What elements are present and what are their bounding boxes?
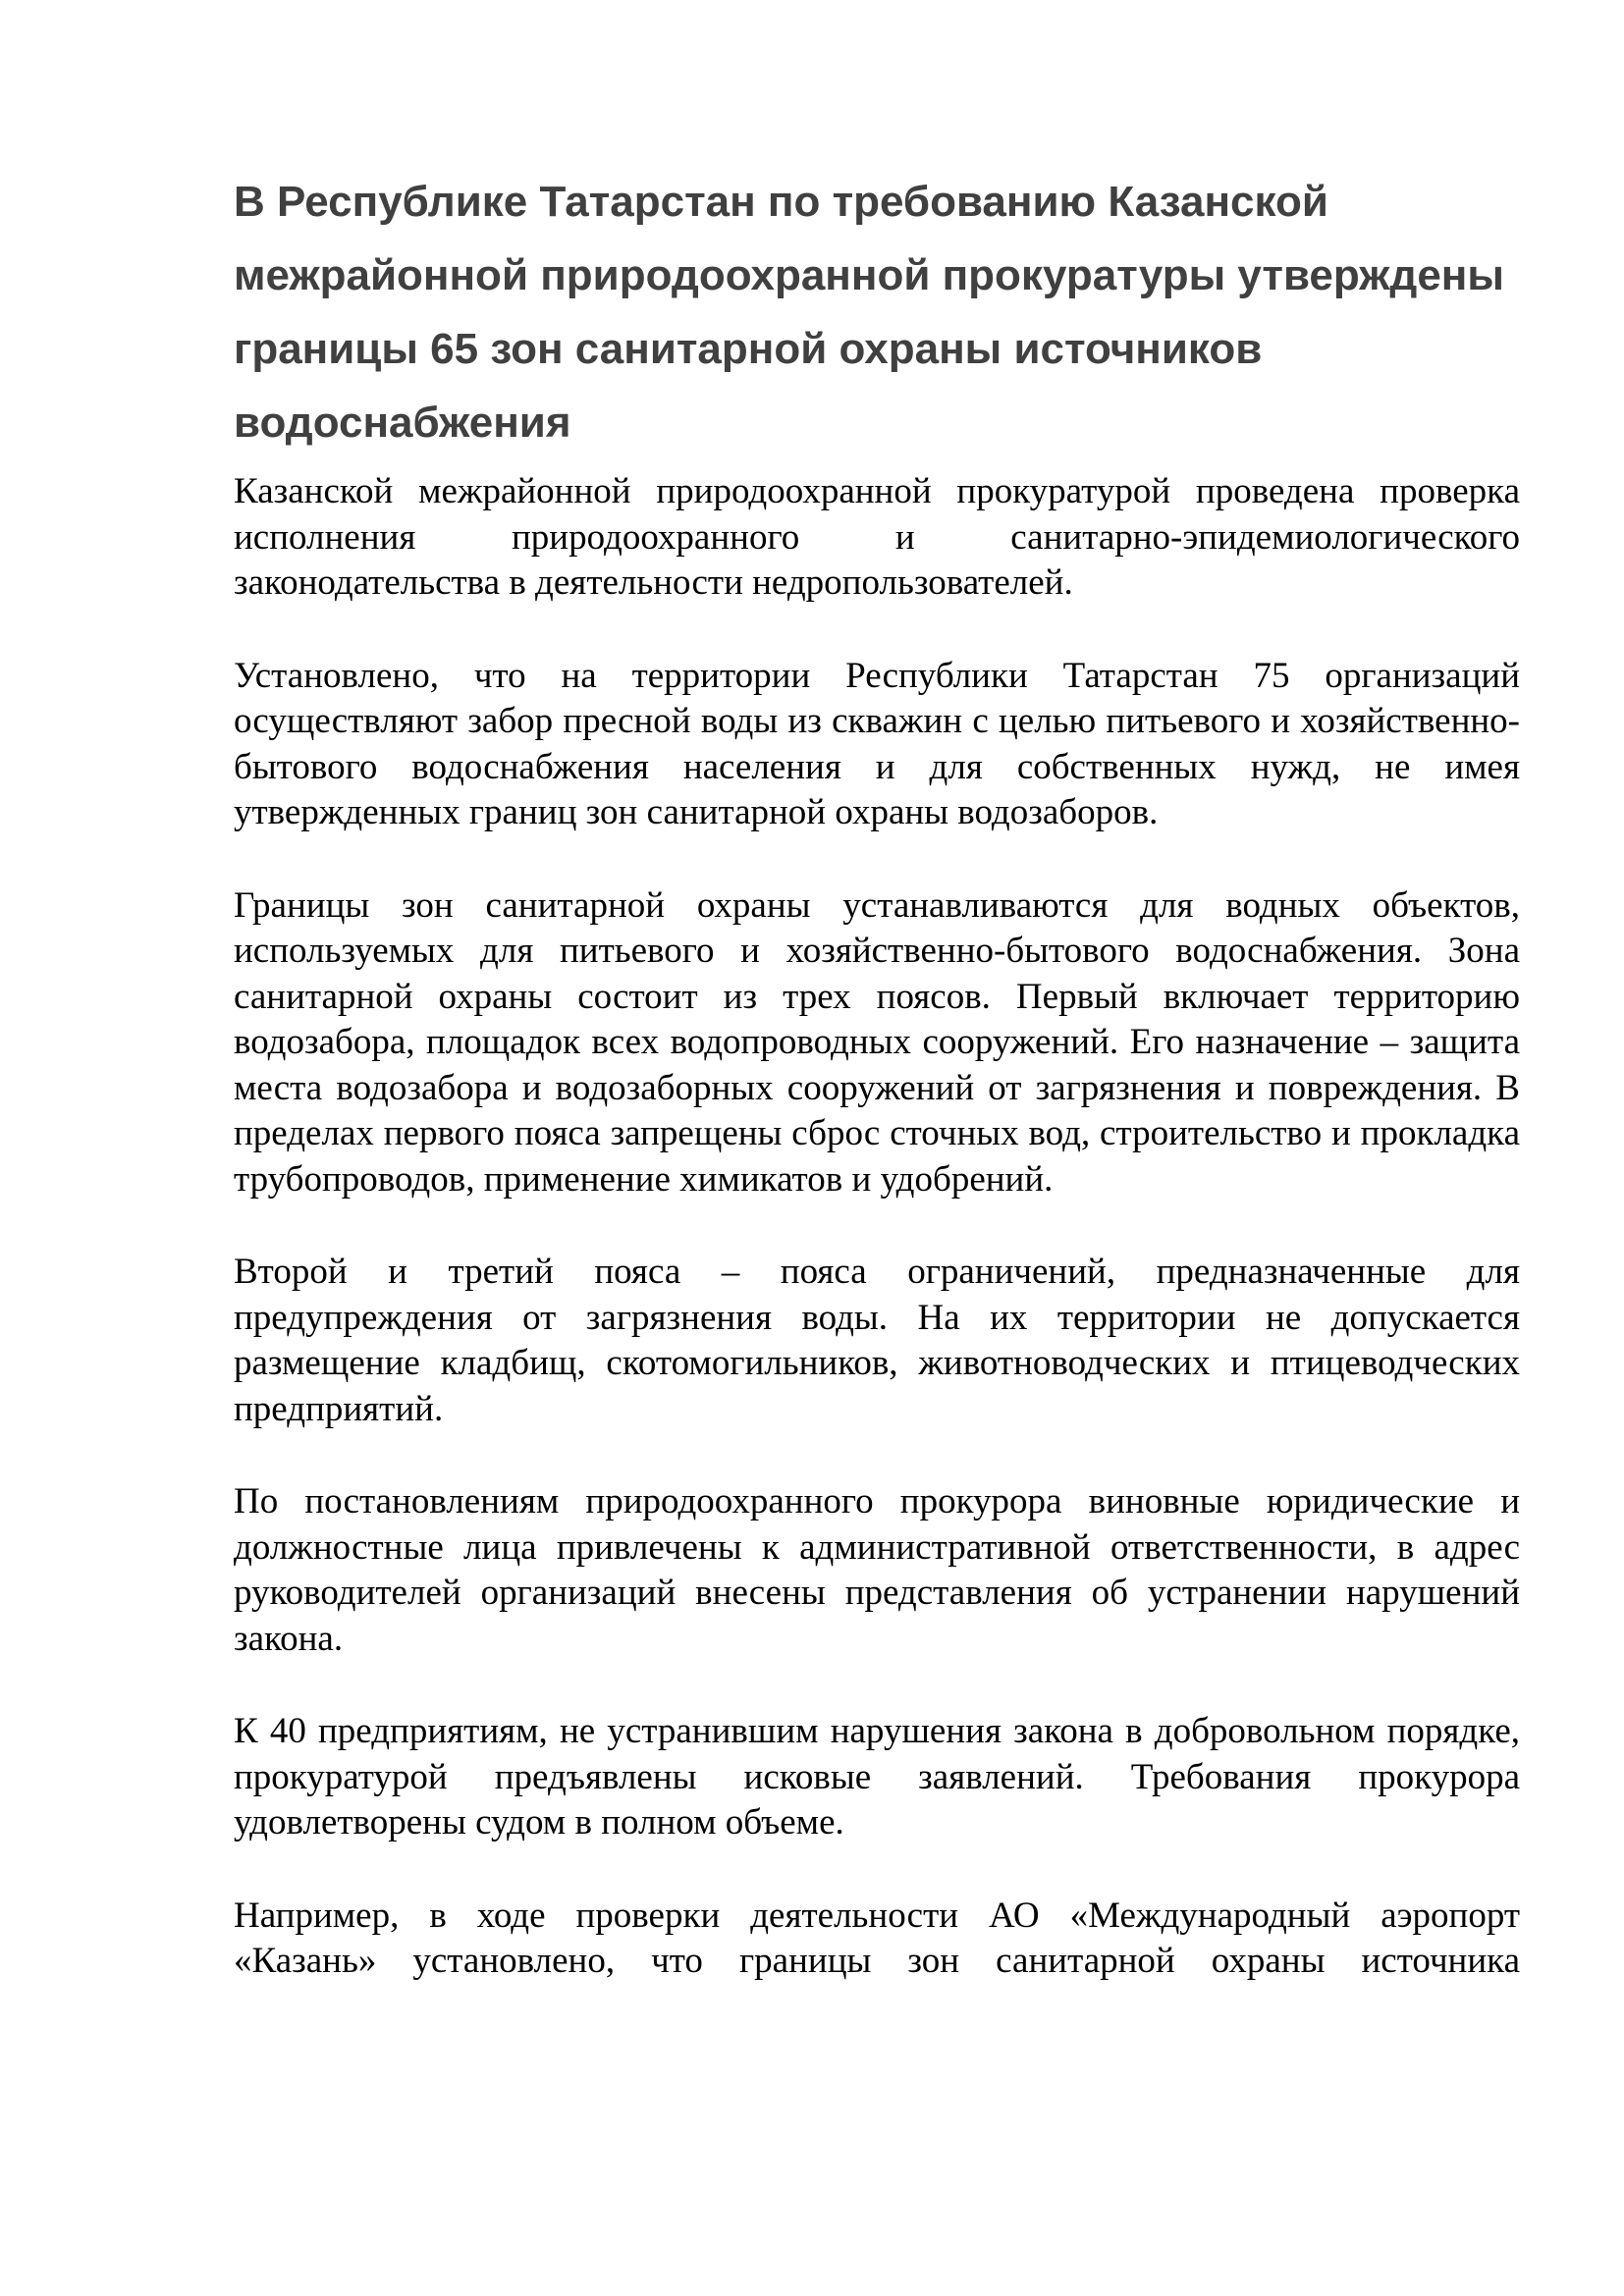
paragraph-liability: По постановлениям природоохранного прокурора виновные юридические и должностные лица привлечены к административной ответственности, в адрес руководителей организаций внесены представления об устранении нарушений закона.: [234, 1481, 1520, 1659]
paragraph-inspection: Казанской межрайонной природоохранной прокуратурой проведена проверка исполнения природоохранного и санитарно-эпидемиологического законодательства в деятельности недропользователей.: [234, 471, 1520, 603]
paragraph-second-third-belts: Второй и третий пояса – пояса ограничений, предназначенные для предупреждения от загрязнения воды. На их территории не допускается размещение кладбищ, скотомогильников, животноводческих и птицеводческих предприятий.: [234, 1252, 1520, 1429]
document-page: [234, 165, 1520, 1985]
document-title: В Республике Татарстан по требованию Казанской межрайонной природоохранной прокуратуры утверждены границы 65 зон санитарной охраны источников водоснабжения: [234, 178, 1504, 447]
paragraph-zone-description: Границы зон санитарной охраны устанавливаются для водных объектов, используемых для питьевого и хозяйственно-бытового водоснабжения. Зона санитарной охраны состоит из трех поясов. Первый включает территорию водозабора, площадок всех водопроводных сооружений. Его назначение – защита места водозабора и водозаборных сооружений от загрязнения и повреждения. В пределах первого пояса запрещены сброс сточных вод, строительство и прокладка трубопроводов, применение химикатов и удобрений.: [234, 884, 1520, 1200]
paragraph-lawsuits: К 40 предприятиям, не устранившим нарушения закона в добровольном порядке, прокуратурой предъявлены исковые заявлений. Требования прокурора удовлетворены судом в полном объеме.: [234, 1711, 1520, 1842]
paragraph-findings: Установлено, что на территории Республики Татарстан 75 организаций осуществляют забор пресной воды из скважин с целью питьевого и хозяйственно-бытового водоснабжения населения и для собственных нужд, не имея утвержденных границ зон санитарной охраны водозаборов.: [234, 655, 1520, 832]
paragraph-airport-example: Например, в ходе проверки деятельности АО «Международный аэропорт «Казань» установлено, что границы зон санитарной охраны источника: [234, 1895, 1520, 1981]
